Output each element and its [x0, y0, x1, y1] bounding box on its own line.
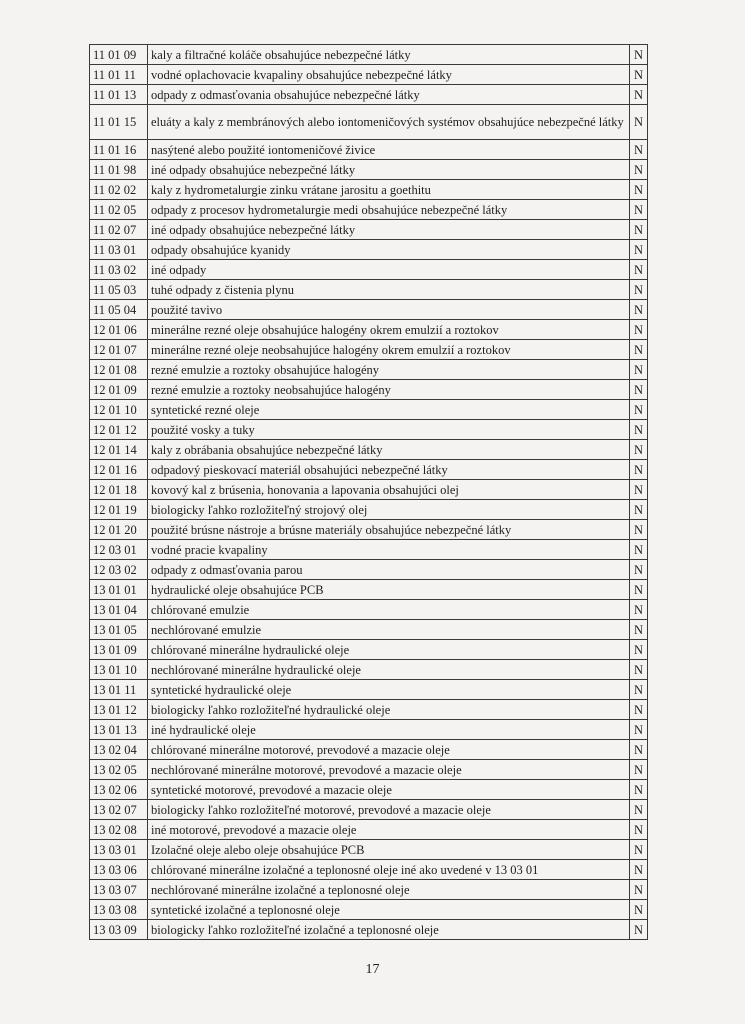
waste-code-cell: 11 01 16 — [90, 140, 148, 160]
waste-description-cell: kaly z hydrometalurgie zinku vrátane jarositu a goethitu — [148, 180, 630, 200]
waste-description-cell: nechlórované minerálne hydraulické oleje — [148, 660, 630, 680]
waste-code-cell: 13 01 11 — [90, 680, 148, 700]
waste-category-cell: N — [630, 440, 648, 460]
table-row — [90, 105, 648, 140]
waste-description-cell: eluáty a kaly z membránových alebo iontomeničových systémov obsahujúce nebezpečné látky — [148, 105, 630, 140]
waste-category-cell: N — [630, 640, 648, 660]
waste-code-cell: 13 03 07 — [90, 880, 148, 900]
waste-category-cell: N — [630, 520, 648, 540]
waste-code-cell: 11 03 02 — [90, 260, 148, 280]
table-row — [90, 65, 648, 85]
waste-category-cell: N — [630, 280, 648, 300]
waste-category-cell: N — [630, 140, 648, 160]
waste-description-cell: syntetické hydraulické oleje — [148, 680, 630, 700]
waste-category-cell: N — [630, 660, 648, 680]
waste-code-cell: 13 01 12 — [90, 700, 148, 720]
waste-description-cell: odpady z odmasťovania parou — [148, 560, 630, 580]
table-row — [90, 560, 648, 580]
table-row — [90, 640, 648, 660]
waste-category-cell: N — [630, 480, 648, 500]
waste-description-cell: vodné oplachovacie kvapaliny obsahujúce nebezpečné látky — [148, 65, 630, 85]
waste-description-cell: nechlórované minerálne izolačné a teplonosné oleje — [148, 880, 630, 900]
table-row — [90, 440, 648, 460]
waste-code-cell: 12 01 09 — [90, 380, 148, 400]
waste-description-cell: kaly a filtračné koláče obsahujúce nebezpečné látky — [148, 45, 630, 65]
waste-description-cell: hydraulické oleje obsahujúce PCB — [148, 580, 630, 600]
waste-code-cell: 13 03 09 — [90, 920, 148, 940]
table-row — [90, 900, 648, 920]
waste-code-cell: 13 03 08 — [90, 900, 148, 920]
table-row — [90, 920, 648, 940]
waste-description-cell: nechlórované minerálne motorové, prevodové a mazacie oleje — [148, 760, 630, 780]
waste-category-cell: N — [630, 180, 648, 200]
waste-category-cell: N — [630, 460, 648, 480]
waste-category-cell: N — [630, 840, 648, 860]
waste-code-cell: 12 01 14 — [90, 440, 148, 460]
waste-code-cell: 13 02 07 — [90, 800, 148, 820]
waste-description-cell: použité brúsne nástroje a brúsne materiály obsahujúce nebezpečné látky — [148, 520, 630, 540]
table-row — [90, 280, 648, 300]
table-row — [90, 320, 648, 340]
table-row — [90, 45, 648, 65]
table-row — [90, 780, 648, 800]
waste-code-cell: 13 01 09 — [90, 640, 148, 660]
table-row — [90, 840, 648, 860]
waste-description-cell: chlórované minerálne motorové, prevodové a mazacie oleje — [148, 740, 630, 760]
waste-code-cell: 12 01 16 — [90, 460, 148, 480]
waste-description-cell: iné hydraulické oleje — [148, 720, 630, 740]
waste-description-cell: syntetické motorové, prevodové a mazacie oleje — [148, 780, 630, 800]
waste-category-cell: N — [630, 420, 648, 440]
waste-category-cell: N — [630, 160, 648, 180]
waste-code-cell: 13 02 08 — [90, 820, 148, 840]
waste-category-cell: N — [630, 540, 648, 560]
waste-description-cell: biologicky ľahko rozložiteľné motorové, prevodové a mazacie oleje — [148, 800, 630, 820]
waste-category-cell: N — [630, 740, 648, 760]
waste-code-cell: 12 03 01 — [90, 540, 148, 560]
waste-category-cell: N — [630, 860, 648, 880]
waste-code-cell: 12 01 20 — [90, 520, 148, 540]
table-row — [90, 260, 648, 280]
table-row — [90, 760, 648, 780]
waste-category-cell: N — [630, 45, 648, 65]
waste-code-cell: 11 02 05 — [90, 200, 148, 220]
waste-category-cell: N — [630, 85, 648, 105]
waste-category-cell: N — [630, 200, 648, 220]
table-row — [90, 880, 648, 900]
waste-category-cell: N — [630, 320, 648, 340]
table-row — [90, 740, 648, 760]
waste-category-cell: N — [630, 880, 648, 900]
table-row — [90, 220, 648, 240]
waste-category-cell: N — [630, 920, 648, 940]
table-row — [90, 500, 648, 520]
waste-code-cell: 11 01 09 — [90, 45, 148, 65]
waste-category-cell: N — [630, 620, 648, 640]
waste-description-cell: iné odpady — [148, 260, 630, 280]
waste-category-cell: N — [630, 780, 648, 800]
waste-description-cell: biologicky ľahko rozložiteľné izolačné a teplonosné oleje — [148, 920, 630, 940]
waste-category-cell: N — [630, 500, 648, 520]
waste-category-cell: N — [630, 400, 648, 420]
waste-code-cell: 12 01 10 — [90, 400, 148, 420]
waste-code-cell: 12 03 02 — [90, 560, 148, 580]
waste-category-cell: N — [630, 360, 648, 380]
waste-code-cell: 11 01 13 — [90, 85, 148, 105]
table-row — [90, 620, 648, 640]
waste-code-cell: 11 01 98 — [90, 160, 148, 180]
table-row — [90, 360, 648, 380]
waste-description-cell: odpadový pieskovací materiál obsahujúci nebezpečné látky — [148, 460, 630, 480]
waste-description-cell: vodné pracie kvapaliny — [148, 540, 630, 560]
table-row — [90, 140, 648, 160]
waste-description-cell: použité tavivo — [148, 300, 630, 320]
waste-category-cell: N — [630, 760, 648, 780]
table-row — [90, 700, 648, 720]
waste-description-cell: nechlórované emulzie — [148, 620, 630, 640]
waste-description-cell: chlórované minerálne hydraulické oleje — [148, 640, 630, 660]
waste-category-cell: N — [630, 300, 648, 320]
waste-description-cell: rezné emulzie a roztoky obsahujúce halogény — [148, 360, 630, 380]
waste-description-cell: odpady z procesov hydrometalurgie medi obsahujúce nebezpečné látky — [148, 200, 630, 220]
table-row — [90, 160, 648, 180]
waste-code-cell: 13 03 06 — [90, 860, 148, 880]
table-row — [90, 400, 648, 420]
waste-code-cell: 11 05 04 — [90, 300, 148, 320]
table-row — [90, 340, 648, 360]
waste-code-cell: 12 01 12 — [90, 420, 148, 440]
waste-code-cell: 11 01 15 — [90, 105, 148, 140]
table-row — [90, 860, 648, 880]
waste-description-cell: odpady z odmasťovania obsahujúce nebezpečné látky — [148, 85, 630, 105]
table-row — [90, 85, 648, 105]
waste-description-cell: kovový kal z brúsenia, honovania a lapovania obsahujúci olej — [148, 480, 630, 500]
waste-code-cell: 13 02 04 — [90, 740, 148, 760]
waste-description-cell: nasýtené alebo použité iontomeničové živice — [148, 140, 630, 160]
waste-code-cell: 11 01 11 — [90, 65, 148, 85]
waste-description-cell: použité vosky a tuky — [148, 420, 630, 440]
waste-description-cell: iné odpady obsahujúce nebezpečné látky — [148, 160, 630, 180]
waste-category-cell: N — [630, 380, 648, 400]
waste-category-cell: N — [630, 820, 648, 840]
waste-code-cell: 12 01 19 — [90, 500, 148, 520]
waste-description-cell: Izolačné oleje alebo oleje obsahujúce PCB — [148, 840, 630, 860]
table-row — [90, 680, 648, 700]
table-row — [90, 600, 648, 620]
waste-description-cell: kaly z obrábania obsahujúce nebezpečné látky — [148, 440, 630, 460]
waste-description-cell: biologicky ľahko rozložiteľné hydraulické oleje — [148, 700, 630, 720]
waste-description-cell: tuhé odpady z čistenia plynu — [148, 280, 630, 300]
waste-code-cell: 12 01 06 — [90, 320, 148, 340]
waste-category-cell: N — [630, 580, 648, 600]
table-row — [90, 240, 648, 260]
waste-category-cell: N — [630, 700, 648, 720]
waste-category-cell: N — [630, 240, 648, 260]
waste-category-cell: N — [630, 105, 648, 140]
waste-code-cell: 11 02 02 — [90, 180, 148, 200]
waste-category-cell: N — [630, 720, 648, 740]
table-row — [90, 200, 648, 220]
waste-description-cell: biologicky ľahko rozložiteľný strojový olej — [148, 500, 630, 520]
table-row — [90, 540, 648, 560]
waste-description-cell: chlórované emulzie — [148, 600, 630, 620]
table-row — [90, 420, 648, 440]
waste-code-cell: 13 01 10 — [90, 660, 148, 680]
table-row — [90, 660, 648, 680]
waste-code-cell: 13 02 06 — [90, 780, 148, 800]
waste-code-cell: 12 01 08 — [90, 360, 148, 380]
waste-code-cell: 13 02 05 — [90, 760, 148, 780]
table-row — [90, 520, 648, 540]
table-row — [90, 300, 648, 320]
waste-description-cell: iné odpady obsahujúce nebezpečné látky — [148, 220, 630, 240]
waste-code-cell: 13 03 01 — [90, 840, 148, 860]
waste-description-cell: syntetické rezné oleje — [148, 400, 630, 420]
waste-category-cell: N — [630, 680, 648, 700]
table-row — [90, 460, 648, 480]
waste-description-cell: chlórované minerálne izolačné a teplonosné oleje iné ako uvedené v 13 03 01 — [148, 860, 630, 880]
waste-description-cell: minerálne rezné oleje neobsahujúce halogény okrem emulzií a roztokov — [148, 340, 630, 360]
waste-category-cell: N — [630, 65, 648, 85]
waste-code-cell: 11 02 07 — [90, 220, 148, 240]
table-row — [90, 480, 648, 500]
waste-code-cell: 12 01 07 — [90, 340, 148, 360]
waste-code-cell: 13 01 04 — [90, 600, 148, 620]
table-row — [90, 820, 648, 840]
waste-catalogue-table — [89, 44, 648, 940]
table-row — [90, 720, 648, 740]
waste-code-cell: 11 05 03 — [90, 280, 148, 300]
waste-category-cell: N — [630, 260, 648, 280]
waste-code-cell: 11 03 01 — [90, 240, 148, 260]
waste-category-cell: N — [630, 900, 648, 920]
table-row — [90, 180, 648, 200]
waste-description-cell: iné motorové, prevodové a mazacie oleje — [148, 820, 630, 840]
page-number: 17 — [365, 962, 380, 977]
table-row — [90, 580, 648, 600]
waste-code-cell: 13 01 01 — [90, 580, 148, 600]
waste-category-cell: N — [630, 600, 648, 620]
waste-description-cell: syntetické izolačné a teplonosné oleje — [148, 900, 630, 920]
waste-code-cell: 12 01 18 — [90, 480, 148, 500]
waste-description-cell: odpady obsahujúce kyanidy — [148, 240, 630, 260]
waste-description-cell: minerálne rezné oleje obsahujúce halogény okrem emulzií a roztokov — [148, 320, 630, 340]
table-row — [90, 380, 648, 400]
waste-description-cell: rezné emulzie a roztoky neobsahujúce halogény — [148, 380, 630, 400]
waste-category-cell: N — [630, 340, 648, 360]
waste-code-cell: 13 01 13 — [90, 720, 148, 740]
waste-category-cell: N — [630, 800, 648, 820]
waste-code-cell: 13 01 05 — [90, 620, 148, 640]
waste-category-cell: N — [630, 560, 648, 580]
table-row — [90, 800, 648, 820]
waste-category-cell: N — [630, 220, 648, 240]
waste-catalogue-rows — [90, 45, 648, 940]
